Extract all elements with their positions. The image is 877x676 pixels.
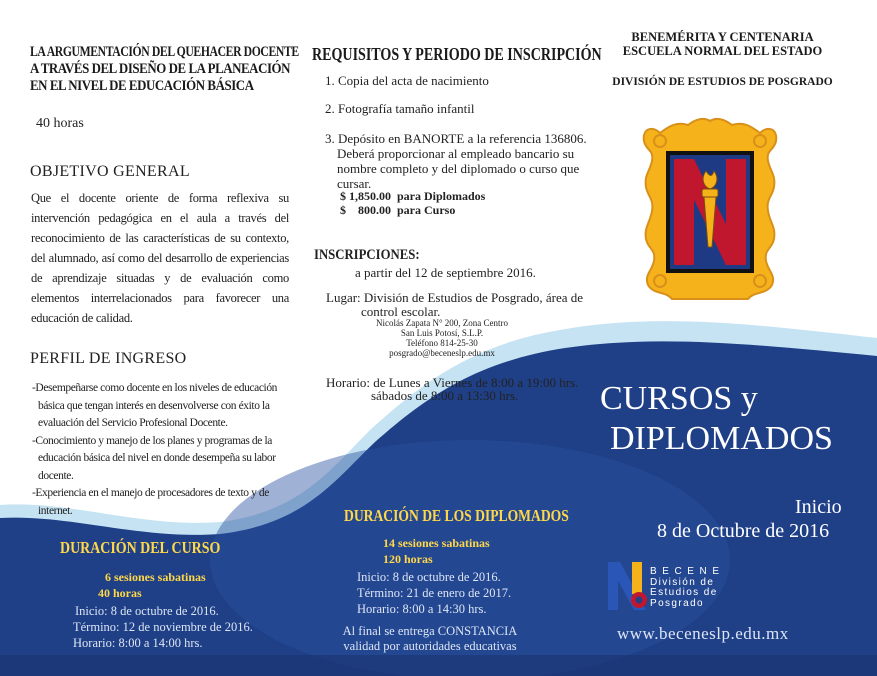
requisito-3-line3: nombre completo y del diplomado o curso que <box>337 161 580 176</box>
duracion-curso-sessions: 6 sesiones sabatinas <box>105 570 206 584</box>
constancia-line1: Al final se entrega CONSTANCIA <box>342 624 518 638</box>
lugar-line1: Lugar: División de Estudios de Posgrado, área de <box>326 290 584 305</box>
diplomados-sessions: 14 sesiones sabatinas <box>383 536 490 550</box>
perfil-item-2: -Conocimiento y manejo de los planes y programas de la educación básica del nivel en donde desempeña su labor docente. <box>32 434 276 482</box>
price-diplomados: $ 1,850.00 para Diplomados <box>340 189 486 203</box>
institution-emblem <box>640 115 780 305</box>
requisito-3-line2: Deberá proporcionar al empleado bancario su <box>337 146 575 161</box>
requisito-3-line1: 3. Depósito en BANORTE a la referencia 136806. <box>325 131 587 146</box>
cursos-title: CURSOS y <box>600 380 758 417</box>
diplomados-inicio: Inicio: 8 de octubre de 2016. <box>357 570 501 584</box>
inicio-date: 8 de Octubre de 2016 <box>657 520 830 542</box>
constancia-line2: validad por autoridades educativas <box>343 639 517 653</box>
duracion-diplomados-heading: DURACIÓN DE LOS DIPLOMADOS <box>344 506 569 525</box>
inscripciones-date: a partir del 12 de septiembre 2016. <box>355 265 536 280</box>
requisito-1: 1. Copia del acta de nacimiento <box>325 73 489 88</box>
objetivo-text: Que el docente oriente de forma reflexiva su intervención pedagógica en el aula a través del reconocimiento de las características de su contexto, del alumnado, así como del desarrollo de experiencias de aprendizaje situadas y de evaluación como elementos interrelacionados para favorecer una educación de calidad. <box>31 191 289 325</box>
curso-termino: Término: 12 de noviembre de 2016. <box>73 620 253 634</box>
course-hours: 40 horas <box>36 116 84 131</box>
horario-line1: Horario: de Lunes a Viernes de 8:00 a 19:00 hrs. <box>326 375 579 390</box>
course-title <box>30 44 300 95</box>
inscripciones-heading: INSCRIPCIONES: <box>314 247 420 263</box>
address-street: Nicolás Zapata N° 200, Zona Centro <box>375 318 509 328</box>
objetivo-heading: OBJETIVO GENERAL <box>30 163 190 180</box>
lugar-line2: control escolar. <box>361 304 441 319</box>
perfil-item-3: -Experiencia en el manejo de procesadores de texto y de internet. <box>32 487 269 517</box>
address-email[interactable]: posgrado@beceneslp.edu.mx <box>389 348 495 358</box>
address-block <box>352 318 532 358</box>
diplomados-title: DIPLOMADOS <box>610 420 833 457</box>
address-phone: Teléfono 814-25-30 <box>406 338 478 348</box>
constancia-note <box>334 624 526 654</box>
institution-line2: ESCUELA NORMAL DEL ESTADO <box>622 44 823 58</box>
perfil-item-1: -Desempeñarse como docente en los niveles de educación básica que tengan interés en desenvolverse con éxito la evaluación del Servicio Profesional Docente. <box>32 382 278 429</box>
curso-inicio: Inicio: 8 de octubre de 2016. <box>75 604 219 618</box>
course-title-line1: LA ARGUMENTACIÓN DEL QUEHACER DOCENTE <box>30 44 299 60</box>
address-city: San Luis Potosí, S.L.P. <box>400 328 484 338</box>
institution-line1: BENEMÉRITA Y CENTENARIA <box>631 30 814 44</box>
diplomados-termino: Término: 21 de enero de 2017. <box>357 586 512 600</box>
duracion-curso-heading: DURACIÓN DEL CURSO <box>60 538 221 557</box>
price-curso: $ 800.00 para Curso <box>340 203 456 217</box>
horario-line2: sábados de 8:00 a 13:30 hrs. <box>371 388 519 403</box>
inicio-label: Inicio <box>795 496 842 518</box>
requisito-3-line4: cursar. <box>337 176 372 191</box>
diplomados-horario: Horario: 8:00 a 14:30 hrs. <box>357 602 487 616</box>
becene-logo-text: B E C E N E División de Estudios de Posgrado <box>650 566 721 609</box>
course-title-line2: A TRAVÉS DEL DISEÑO DE LA PLANEACIÓN <box>30 61 291 77</box>
website-link[interactable]: www.beceneslp.edu.mx <box>617 624 789 643</box>
division-title: DIVISIÓN DE ESTUDIOS DE POSGRADO <box>612 76 833 88</box>
perfil-heading: PERFIL DE INGRESO <box>30 350 187 367</box>
duracion-curso-hours: 40 horas <box>98 586 142 600</box>
diplomados-hours: 120 horas <box>383 552 433 566</box>
requisitos-heading: REQUISITOS Y PERIODO DE INSCRIPCIÓN <box>312 44 602 64</box>
institution-name <box>590 30 855 58</box>
perfil-list <box>32 380 290 520</box>
requisito-2: 2. Fotografía tamaño infantil <box>325 101 475 116</box>
curso-horario: Horario: 8:00 a 14:00 hrs. <box>73 636 203 650</box>
course-title-line3: EN EL NIVEL DE EDUCACIÓN BÁSICA <box>30 78 254 94</box>
